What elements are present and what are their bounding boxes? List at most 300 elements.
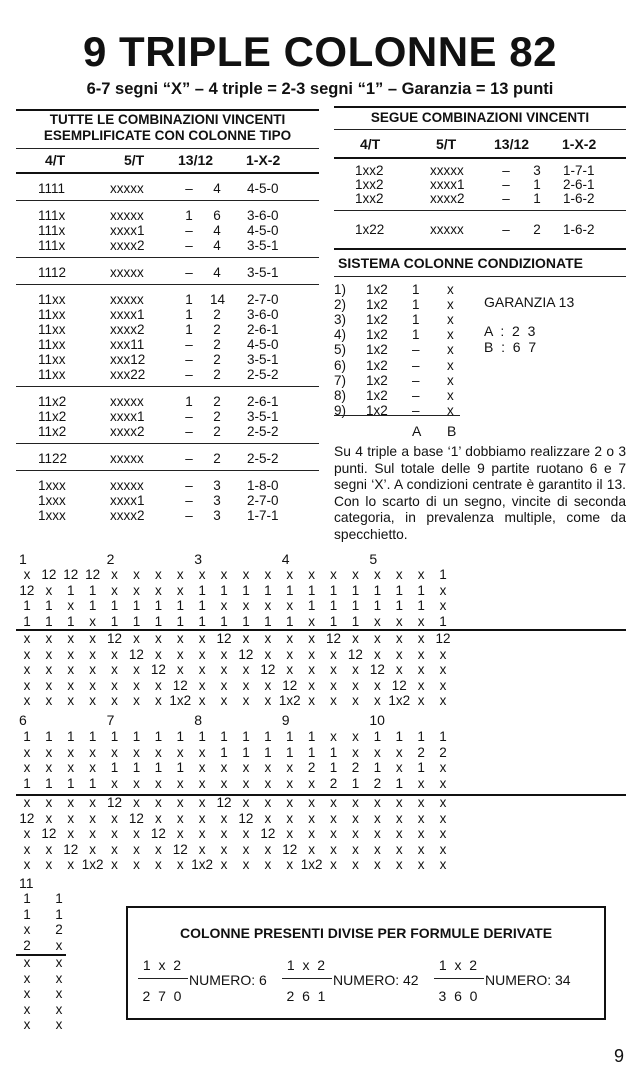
grid-cell: 1 <box>307 744 316 760</box>
grid-cell: 1 <box>23 906 31 922</box>
grid-cell: 12 <box>128 646 144 662</box>
grid-cell: 1 <box>154 598 163 613</box>
table-cell: xxx11 <box>110 337 145 352</box>
grid-cell: x <box>308 677 315 693</box>
grid-cell: 1 <box>66 613 75 629</box>
table-cell: xxxxx <box>430 163 464 178</box>
grid-cell: x <box>439 582 447 598</box>
table-cell: 3-5-1 <box>247 409 279 424</box>
sistema-cell: – <box>412 357 420 373</box>
grid-cell: x <box>330 729 337 744</box>
table-cell: – <box>502 177 510 192</box>
table-cell: 2 <box>213 367 221 382</box>
grid-cell: x <box>67 744 75 760</box>
grid-cell: x <box>111 857 118 872</box>
grid-cell: 1 <box>23 729 31 744</box>
table-cell: 3-5-1 <box>247 352 279 367</box>
grid-cell: 1 <box>395 729 403 744</box>
grid-cell: x <box>264 810 272 826</box>
divider <box>16 109 319 111</box>
grid-cell: 1 <box>45 613 53 629</box>
table-cell: 4-5-0 <box>247 223 279 238</box>
grid-cell: x <box>45 677 53 693</box>
table-cell: 1xxx <box>38 493 66 508</box>
grid-cell: x <box>264 646 272 662</box>
grid-cell: x <box>111 582 118 598</box>
grid-cell: 1 <box>417 760 425 775</box>
table-cell: 1 <box>185 394 193 409</box>
table-cell: xxxx1 <box>110 307 145 322</box>
right-col-1312: 13/12 <box>494 136 530 152</box>
grid-cell: 1 <box>351 613 360 629</box>
block-label: 6 <box>19 712 27 728</box>
grid-cell: x <box>330 795 337 810</box>
grid-cell: x <box>220 646 228 662</box>
grid-cell: x <box>176 567 184 582</box>
grid-cell: 1 <box>373 598 382 613</box>
table-cell: xxx12 <box>110 352 146 367</box>
table-cell: – <box>185 508 193 523</box>
grid-cell: x <box>308 810 315 826</box>
grid-cell: 12 <box>260 662 276 677</box>
grid-cell: x <box>395 826 403 841</box>
grid-cell: x <box>242 760 250 775</box>
grid-cell: 1x2 <box>81 857 104 872</box>
grid-cell: x <box>133 662 140 677</box>
grid-cell: x <box>373 613 381 629</box>
grid-cell: x <box>395 857 403 872</box>
sistema-cell: 6) <box>334 357 347 373</box>
grid-cell: x <box>417 613 425 629</box>
sistema-cell: 7) <box>334 372 347 388</box>
right-table-heading: SEGUE COMBINAZIONI VINCENTI <box>370 110 590 125</box>
table-cell: – <box>185 337 193 352</box>
table-cell: 11xx <box>38 322 66 337</box>
divider <box>16 172 319 174</box>
grid-cell: 1 <box>351 775 360 791</box>
grid-cell: x <box>111 775 118 791</box>
grid-cell: 12 <box>172 841 188 857</box>
grid-cell: 2 <box>307 760 316 775</box>
grid-cell: 2 <box>351 760 360 775</box>
grid-cell: 1 <box>110 613 119 629</box>
grid-cell: 12 <box>172 677 188 693</box>
grid-cell: 2 <box>55 922 63 937</box>
grid-cell: x <box>89 744 96 760</box>
table-cell: 3-6-0 <box>247 208 279 223</box>
grid-cell: x <box>395 760 403 775</box>
grid-cell: x <box>133 775 140 791</box>
grid-cell: x <box>352 729 359 744</box>
grid-cell: x <box>308 693 315 708</box>
grid-cell: x <box>395 646 403 662</box>
grid-cell: x <box>176 662 184 677</box>
grid-cell: x <box>242 693 250 708</box>
grid-cell: x <box>176 646 184 662</box>
grid-cell: x <box>111 646 118 662</box>
grid-cell: 12 <box>107 795 123 810</box>
grid-cell: x <box>23 693 31 708</box>
grid-cell: x <box>352 631 359 646</box>
grid-cell: x <box>89 826 96 841</box>
grid-cell: x <box>395 810 403 826</box>
grid-cell: x <box>133 826 140 841</box>
grid-cell: 1 <box>395 582 403 598</box>
table-cell: 1xx2 <box>355 177 384 192</box>
grid-cell: x <box>45 841 53 857</box>
grid-cell: x <box>133 582 140 598</box>
grid-cell: 1 <box>285 613 294 629</box>
grid-cell: 12 <box>19 582 35 598</box>
grid-cell: x <box>439 693 447 708</box>
table-cell: xxxxx <box>110 208 144 223</box>
grid-cell: x <box>220 775 228 791</box>
grid-cell: x <box>220 857 228 872</box>
grid-cell: 12 <box>63 841 79 857</box>
grid-cell: x <box>67 760 75 775</box>
table-cell: 2 <box>213 337 221 352</box>
divider <box>334 106 626 108</box>
grid-cell: x <box>45 582 53 598</box>
table-cell: xxxx2 <box>110 322 145 337</box>
grid-cell: x <box>23 1001 31 1017</box>
sistema-cell: 1x2 <box>366 327 388 343</box>
right-col-1x2: 1-X-2 <box>562 136 597 152</box>
table-cell: – <box>185 223 193 238</box>
grid-cell: 12 <box>150 662 166 677</box>
grid-cell: x <box>373 567 381 582</box>
table-cell: 3-5-1 <box>247 265 279 280</box>
grid-cell: x <box>264 857 272 872</box>
grid-cell: x <box>89 841 96 857</box>
formula-denominator: 2 6 1 <box>286 988 326 1004</box>
grid-cell: x <box>45 857 53 872</box>
grid-cell: 1 <box>417 582 425 598</box>
formula-numerator: 1 x 2 <box>142 957 182 973</box>
grid-cell: 1 <box>198 729 206 744</box>
table-cell: 4 <box>213 181 221 196</box>
table-cell: – <box>502 191 510 206</box>
table-cell: 2-5-2 <box>247 367 279 382</box>
formula-heading: COLONNE PRESENTI DIVISE PER FORMULE DERIVATE <box>179 925 553 941</box>
grid-cell: x <box>330 841 337 857</box>
sistema-cell: x <box>447 372 454 388</box>
table-cell: 1 <box>185 208 193 223</box>
grid-cell: 12 <box>63 567 79 582</box>
table-cell: 111x <box>38 223 66 238</box>
grid-cell: x <box>45 662 53 677</box>
grid-cell: x <box>330 677 337 693</box>
grid-cell: 12 <box>216 631 232 646</box>
formula-numero-label: NUMERO: 6 <box>189 972 267 988</box>
grid-cell: x <box>439 760 447 775</box>
block-label: 9 <box>281 712 290 728</box>
grid-cell: 1 <box>264 744 272 760</box>
grid-cell: 1 <box>242 582 250 598</box>
grid-cell: x <box>286 826 294 841</box>
table-cell: 3 <box>533 163 541 178</box>
table-cell: 1122 <box>38 451 68 466</box>
grid-cell: x <box>264 760 272 775</box>
table-cell: 11x2 <box>38 424 67 439</box>
grid-cell: x <box>417 631 425 646</box>
grid-cell: x <box>308 646 315 662</box>
grid-cell: 1 <box>66 729 75 744</box>
grid-cell: x <box>111 677 118 693</box>
grid-cell: 1 <box>329 744 338 760</box>
sistema-footer-b: B <box>447 423 457 439</box>
grid-cell: x <box>133 857 140 872</box>
table-cell: 11xx <box>38 352 66 367</box>
table-cell: 3 <box>213 508 221 523</box>
grid-cell: 1 <box>220 729 228 744</box>
sistema-cell: – <box>412 402 420 418</box>
grid-cell: x <box>23 955 31 970</box>
grid-cell: x <box>264 567 272 582</box>
table-cell: 1xx2 <box>355 163 384 178</box>
table-cell: 11x2 <box>38 394 67 409</box>
grid-cell: x <box>242 826 250 841</box>
grid-cell: x <box>67 795 75 810</box>
grid-cell: x <box>133 693 140 708</box>
grid-cell: x <box>220 598 228 613</box>
table-cell: xxxx1 <box>430 177 465 192</box>
grid-cell: 1 <box>198 582 206 598</box>
grid-cell: 1 <box>242 744 250 760</box>
grid-cell: 1 <box>220 613 228 629</box>
divider <box>334 157 626 159</box>
sistema-cell: 9) <box>334 402 347 418</box>
table-cell: 11xx <box>38 367 66 382</box>
grid-cell: 1 <box>23 613 31 629</box>
block-label: 10 <box>369 712 385 728</box>
grid-cell: 1 <box>176 760 184 775</box>
grid-cell: x <box>330 826 337 841</box>
grid-cell: x <box>154 795 162 810</box>
grid-cell: 12 <box>107 631 123 646</box>
grid-cell: x <box>417 693 425 708</box>
grid-cell: x <box>55 955 63 970</box>
grid-cell: x <box>154 567 162 582</box>
table-cell: 1 <box>533 191 541 206</box>
table-cell: 2 <box>213 409 221 424</box>
grid-cell: x <box>220 677 228 693</box>
table-cell: – <box>185 367 193 382</box>
grid-cell: x <box>439 677 447 693</box>
grid-cell: x <box>395 662 403 677</box>
divider <box>16 284 319 285</box>
grid-cell: x <box>373 677 381 693</box>
formula-box <box>126 906 606 1020</box>
grid-cell: 1 <box>154 760 163 775</box>
grid-cell: x <box>89 693 96 708</box>
grid-cell: x <box>308 795 315 810</box>
table-cell: 2 <box>213 307 221 322</box>
grid-cell: 1 <box>23 598 31 613</box>
sistema-cell: 2) <box>334 297 347 313</box>
grid-cell: x <box>154 810 162 826</box>
divider <box>16 443 319 444</box>
grid-cell: x <box>154 631 162 646</box>
grid-cell: x <box>55 937 63 953</box>
grid-cell: x <box>373 810 381 826</box>
grid-cell: x <box>330 810 337 826</box>
sistema-cell: 5) <box>334 342 347 358</box>
grid-cell: 1 <box>373 760 382 775</box>
grid-cell: x <box>352 693 359 708</box>
block-label: 11 <box>19 875 34 891</box>
grid-cell: 1 <box>373 582 382 598</box>
grid-cell: x <box>242 567 250 582</box>
table-cell: xxxx1 <box>110 493 145 508</box>
table-cell: 2-7-0 <box>247 493 279 508</box>
grid-cell: 12 <box>150 826 166 841</box>
table-cell: 1-7-1 <box>563 163 595 178</box>
grid-cell: x <box>417 810 425 826</box>
page-title: 9 TRIPLE COLONNE 82 <box>83 28 557 75</box>
grid-cell: 1 <box>110 729 119 744</box>
sistema-footer-a: A <box>412 423 422 439</box>
grid-cell: x <box>242 662 250 677</box>
grid-cell: x <box>242 857 250 872</box>
grid-cell: x <box>264 841 272 857</box>
grid-cell: x <box>198 677 206 693</box>
grid-cell: x <box>198 826 206 841</box>
grid-cell: x <box>439 795 447 810</box>
grid-cell: x <box>55 1001 63 1017</box>
grid-cell: x <box>133 744 140 760</box>
grid-cell: x <box>439 857 447 872</box>
grid-cell: x <box>111 693 118 708</box>
grid-cell: 1 <box>88 598 97 613</box>
left-col-1x2: 1-X-2 <box>246 152 281 168</box>
grid-cell: x <box>198 744 206 760</box>
grid-cell: x <box>286 810 294 826</box>
grid-cell: 1 <box>198 613 206 629</box>
table-cell: – <box>185 238 193 253</box>
grid-cell: x <box>264 795 272 810</box>
table-cell: xxx22 <box>110 367 146 382</box>
grid-cell: x <box>176 775 184 791</box>
sistema-cell: x <box>447 327 454 343</box>
table-cell: xxxx2 <box>110 238 145 253</box>
grid-cell: x <box>23 795 31 810</box>
grid-cell: x <box>45 631 53 646</box>
page-subtitle: 6-7 segni “X” – 4 triple = 2-3 segni “1” – Garanzia = 13 punti <box>86 80 554 98</box>
table-cell: 2 <box>213 322 221 337</box>
grid-cell: 1 <box>154 729 163 744</box>
grid-cell: x <box>45 810 53 826</box>
grid-cell: x <box>111 567 118 582</box>
grid-cell: x <box>352 810 359 826</box>
sistema-cell: 1x2 <box>366 297 388 313</box>
grid-cell: x <box>352 857 359 872</box>
grid-cell: 2 <box>23 937 31 953</box>
table-cell: xxxx1 <box>110 409 145 424</box>
grid-cell: x <box>395 744 403 760</box>
grid-cell: x <box>417 775 425 791</box>
grid-cell: 2 <box>417 744 425 760</box>
divider <box>334 129 626 130</box>
sistema-cell: – <box>412 387 420 403</box>
page-number: 9 <box>613 1046 624 1066</box>
grid-cell: x <box>111 744 118 760</box>
table-cell: xxxxx <box>110 181 144 196</box>
grid-cell: 1x2 <box>300 857 323 872</box>
grid-cell: x <box>242 795 250 810</box>
grid-cell: x <box>308 826 315 841</box>
table-cell: 4-5-0 <box>247 337 279 352</box>
grid-cell: x <box>89 677 96 693</box>
grid-cell: 1 <box>176 598 184 613</box>
grid-cell: x <box>67 631 75 646</box>
grid-cell: x <box>55 970 63 986</box>
grid-cell: x <box>154 693 162 708</box>
divider <box>334 248 626 250</box>
sistema-cell: x <box>447 297 454 313</box>
grid-cell: x <box>111 826 118 841</box>
sistema-cell: – <box>412 342 420 358</box>
grid-cell: x <box>439 775 447 791</box>
grid-cell: x <box>439 646 447 662</box>
grid-cell: x <box>154 646 162 662</box>
left-col-1312: 13/12 <box>178 152 214 168</box>
grid-cell: x <box>89 662 96 677</box>
grid-cell: x <box>308 613 315 629</box>
table-cell: 2 <box>213 424 221 439</box>
grid-cell: 12 <box>19 810 35 826</box>
grid-cell: x <box>330 567 337 582</box>
grid-cell: 1 <box>351 598 360 613</box>
grid-cell: x <box>23 744 31 760</box>
grid-cell: 1 <box>264 613 272 629</box>
grid-cell: x <box>352 826 359 841</box>
grid-cell: 1 <box>66 775 75 791</box>
grid-cell: 1 <box>285 744 294 760</box>
grid-cell: x <box>23 970 31 986</box>
grid-cell: x <box>23 760 31 775</box>
grid-cell: x <box>176 631 184 646</box>
grid-cell: x <box>23 857 31 872</box>
grid-cell: x <box>23 662 31 677</box>
grid-cell: 1 <box>110 598 119 613</box>
grid-cell: x <box>286 646 294 662</box>
table-cell: 111x <box>38 208 66 223</box>
grid-cell: x <box>373 631 381 646</box>
grid-cell: 12 <box>238 646 254 662</box>
grid-cell: 1 <box>329 613 338 629</box>
grid-cell: x <box>220 662 228 677</box>
grid-cell: x <box>111 841 118 857</box>
grid-cell: x <box>395 841 403 857</box>
table-cell: xxxxx <box>110 292 144 307</box>
grid-cell: 1 <box>132 760 141 775</box>
grid-cell: x <box>198 631 206 646</box>
table-cell: 1xx2 <box>355 191 384 206</box>
grid-cell: 1 <box>439 729 447 744</box>
grid-cell: x <box>67 693 75 708</box>
divider <box>16 386 319 387</box>
table-cell: 3 <box>213 493 221 508</box>
grid-cell: x <box>154 841 162 857</box>
table-cell: 11xx <box>38 337 66 352</box>
grid-cell: x <box>286 775 294 791</box>
grid-cell: x <box>198 760 206 775</box>
table-cell: 3-6-0 <box>247 307 279 322</box>
grid-cell: x <box>352 795 359 810</box>
table-cell: 3-5-1 <box>247 238 279 253</box>
sistema-cell: x <box>447 312 454 328</box>
